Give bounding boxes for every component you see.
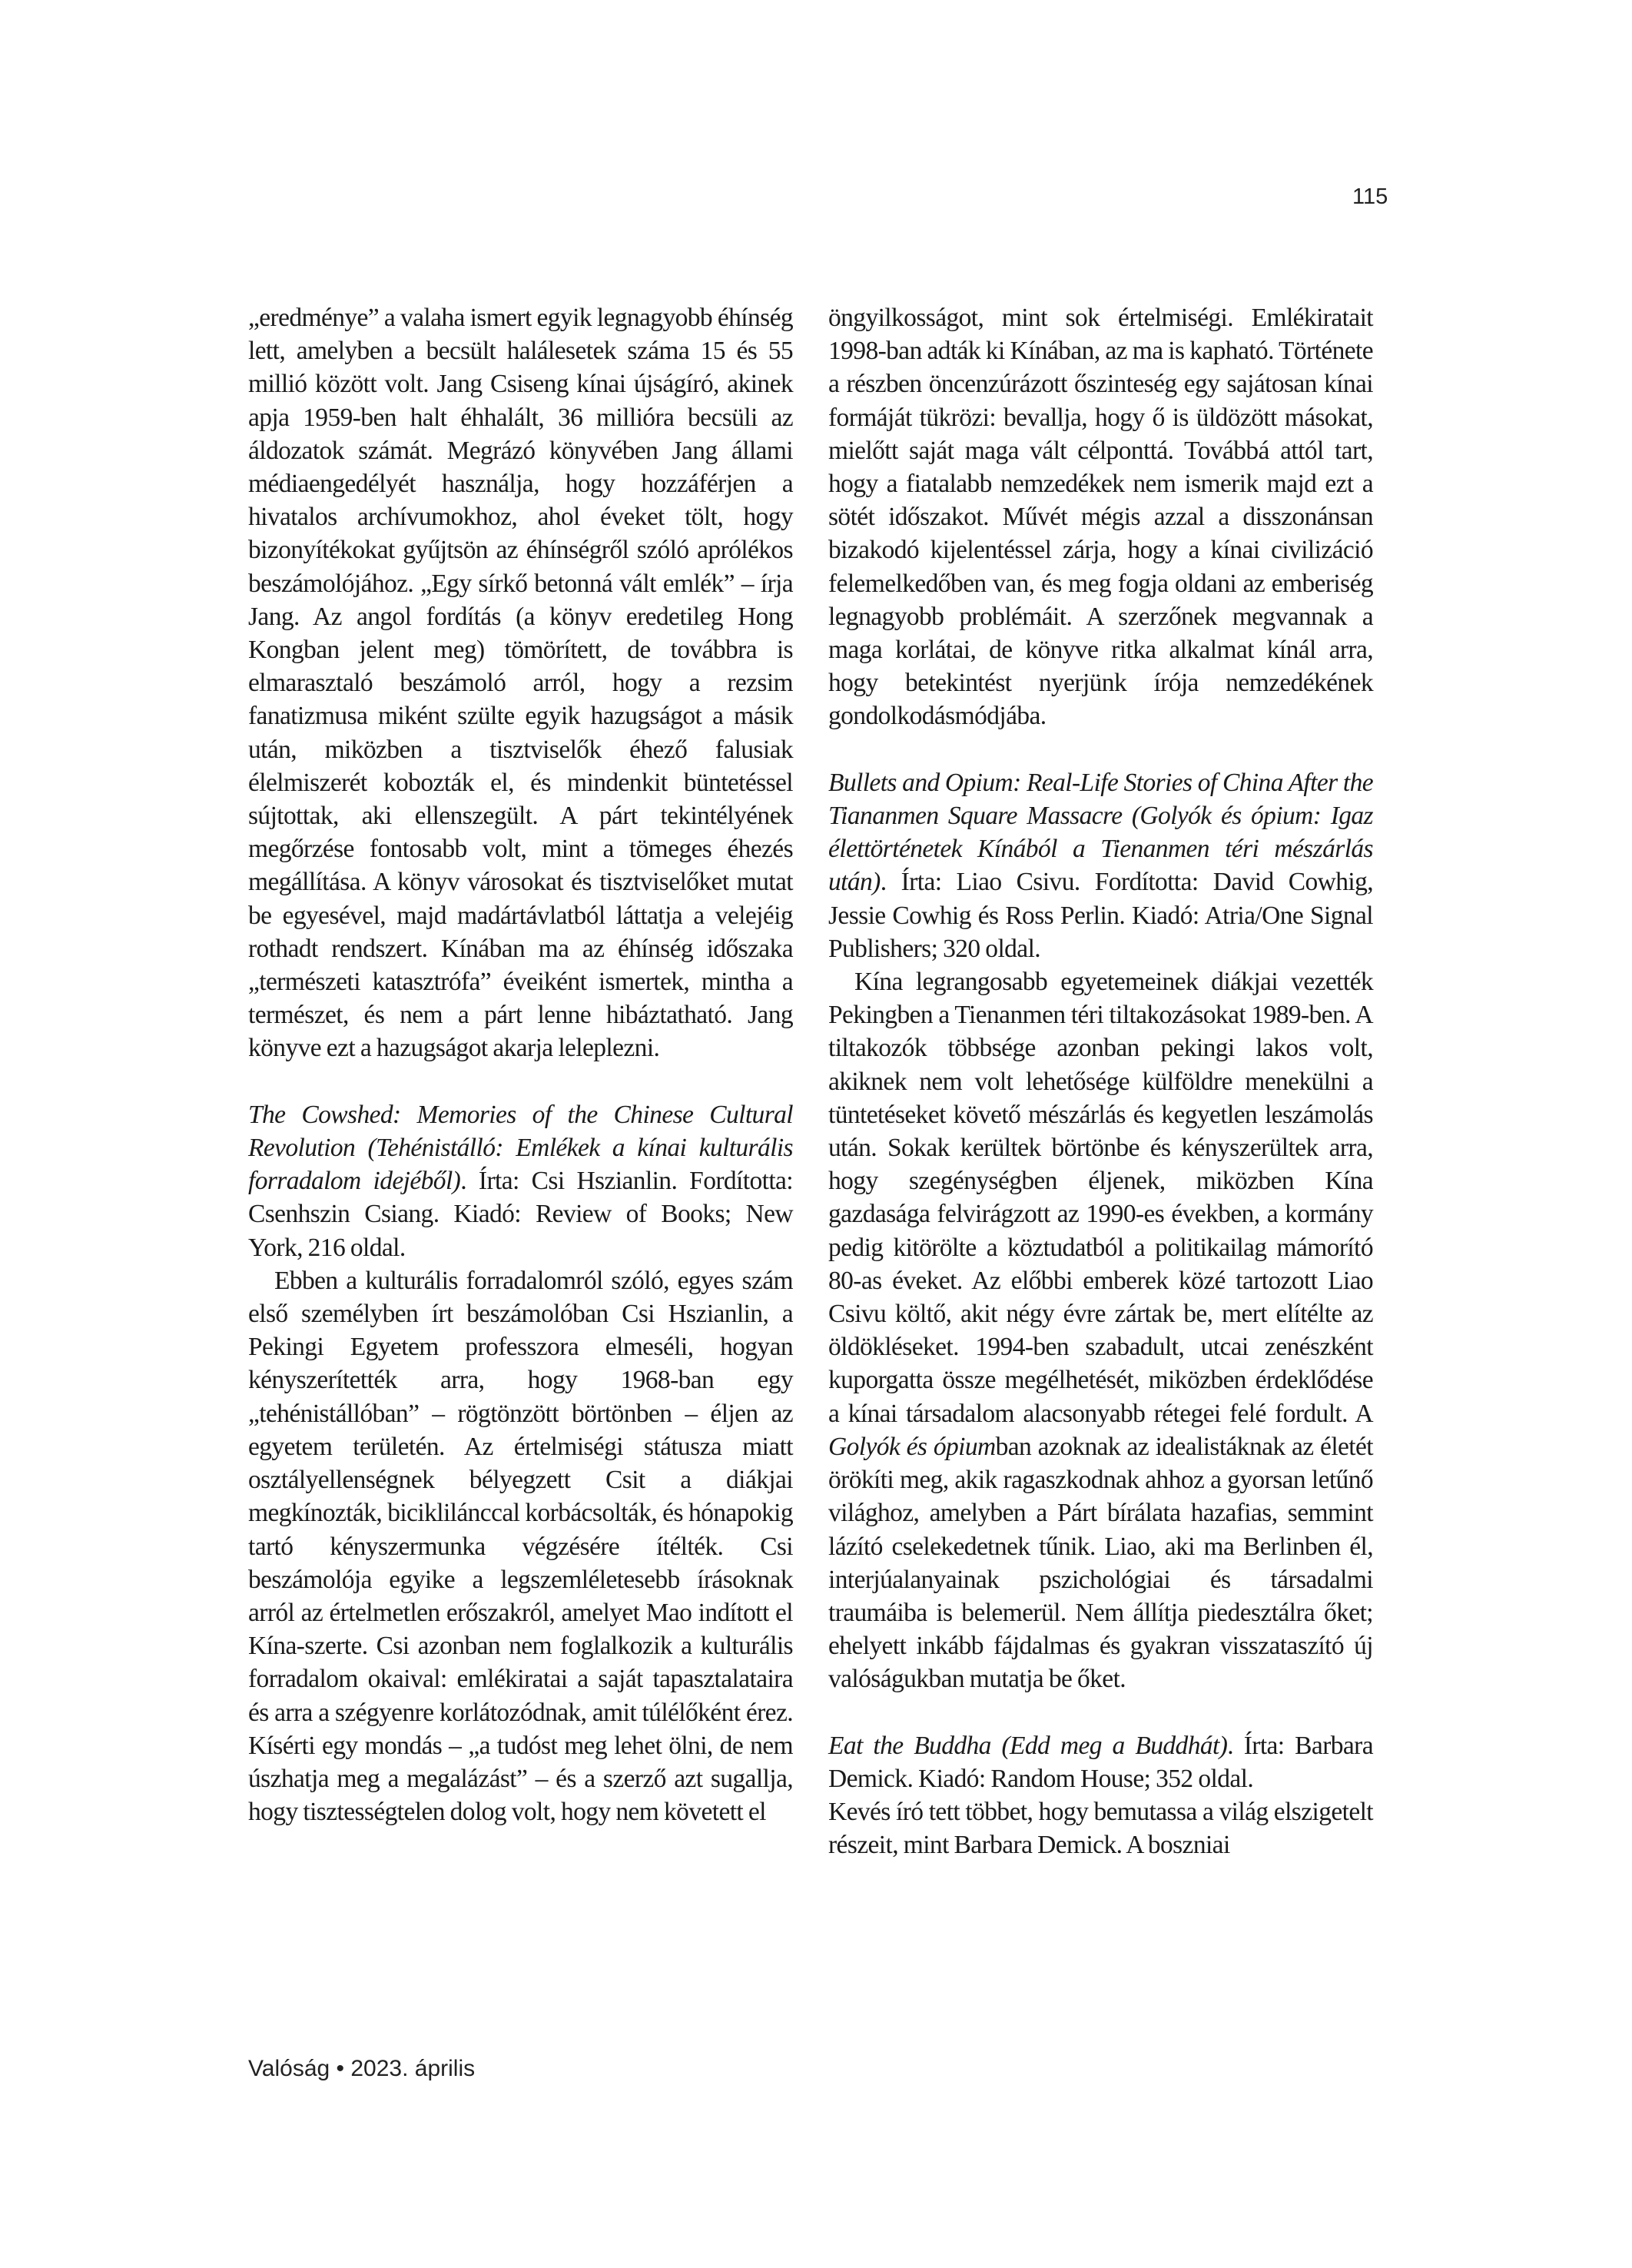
inline-book-title: Golyók és ópium: [828, 1432, 996, 1461]
book-title: Bullets and Opium: Real-Life Stories of China After the Tiananmen Square Massacre (Golyók és ópium: Igaz élettörténetek Kínából a Tienanmen téri mészárlás után): [828, 768, 1373, 897]
book-reference: [828, 766, 1373, 965]
book-details: . Írta: Barbara Demick. Kiadó: Random House; 352 oldal.: [828, 1731, 1373, 1793]
section-gap: [248, 1065, 793, 1098]
left-column: [248, 301, 793, 1828]
review-paragraph: öngyilkosságot, mint sok értelmiségi. Emlékiratait 1998-ban adták ki Kínában, az ma is kapható. Története a részben öncenzúrázott őszinteség egy sajátosan kínai formáját tükrözi: bevallja, hogy ő is üldözött másokat, mielőtt saját maga vált célponttá. Továbbá attól tart, hogy a fiatalabb nemzedékek nem ismerik majd ezt a sötét időszakot. Művét mégis azzal a disszonánsan bizakodó kijelentéssel zárja, hogy a kínai civilizáció felemelkedőben van, és meg fogja oldani az emberiség legnagyobb problémáit. A szerzőnek megvannak a maga korlátai, de könyve ritka alkalmat kínál arra, hogy betekintést nyerjünk írója nemzedékének gondolkodásmódjába.: [828, 304, 1373, 731]
section-gap: [828, 1696, 1373, 1729]
section-gap: [828, 733, 1373, 766]
book-title: The Cowshed: Memories of the Chinese Cultural Revolution (Tehénistálló: Emlékek a kínai kulturális forradalom idejéből): [248, 1100, 793, 1196]
book-reference: [828, 1729, 1373, 1795]
book-reference: [248, 1098, 793, 1264]
footer-journal-issue: Valóság • 2023. április: [248, 2056, 476, 2081]
book-details: . Írta: Liao Csivu. Fordította: David Cowhig, Jessie Cowhig és Ross Perlin. Kiadó: Atria/One Signal Publishers; 320 oldal.: [828, 868, 1373, 963]
review-paragraph: Kevés író tett többet, hogy bemutassa a világ elszigetelt részeit, mint Barbara Demick. A boszniai: [828, 1798, 1373, 1860]
right-column: [828, 301, 1373, 1862]
book-details: . Írta: Csi Hszianlin. Fordította: Csenhszin Csiang. Kiadó: Review of Books; New York, 216 oldal.: [248, 1167, 794, 1262]
page-number: 115: [1352, 184, 1388, 209]
book-title: Eat the Buddha (Edd meg a Buddhát): [828, 1731, 1228, 1760]
paragraph-text: ban azoknak az idealistáknak az életét örökíti meg, akik ragaszkodnak ahhoz a gyorsan letűnő világhoz, amelyben a Párt bírálata hazafias, semmint lázító cselekedetnek tűnik. Liao, aki ma Berlinben él, interjúalanyainak pszichológiai és társadalmi traumáiba is belemerül. Nem állítja piedesztálra őket; ehelyett inkább fájdalmas és gyakran visszataszító új valóságukban mutatja be őket.: [828, 1432, 1373, 1694]
review-paragraph: [828, 965, 1373, 1695]
review-paragraph: „eredménye” a valaha ismert egyik legnagyobb éhínség lett, amelyben a becsült halálesetek száma 15 és 55 millió között volt. Jang Csiseng kínai újságíró, akinek apja 1959-ben halt éhhalált, 36 millióra becsüli az áldozatok számát. Megrázó könyvében Jang állami médiaengedélyét használja, hogy hozzáférjen a hivatalos archívumokhoz, ahol éveket tölt, hogy bizonyítékokat gyűjtsön az éhínségről szóló aprólékos beszámolójához. „Egy sírkő betonná vált emlék” – írja Jang. Az angol fordítás (a könyv eredetileg Hong Kongban jelent meg) tömörített, de továbbra is elmarasztaló beszámoló arról, hogy a rezsim fanatizmusa miként szülte egyik hazugságot a másik után, miközben a tisztviselők éhező falusiak élelmiszerét kobozták el, és mindenkit büntetéssel sújtottak, aki ellenszegült. A párt tekintélyének megőrzése fontosabb volt, mint a tömeges éhezés megállítása. A könyv városokat és tisztviselőket mutat be egyesével, majd madártávlatból láttatja a velejéig rothadt rendszert. Kínában ma az éhínség időszaka „természeti katasztrófa” éveiként ismertek, mintha a természet, és nem a párt lenne hibáztatható. Jang könyve ezt a hazugságot akarja leleplezni.: [248, 304, 793, 1063]
review-paragraph: Ebben a kulturális forradalomról szóló, egyes szám első személyben írt beszámolóban Csi Hszianlin, a Pekingi Egyetem professzora elmeséli, hogyan kényszerítették arra, hogy 1968-ban egy „tehénistállóban” – rögtönzött börtönben – éljen az egyetem területén. Az értelmiségi státusza miatt osztályellenségnek bélyegzett Csit a diákjai megkínozták, biciklilánccal korbácsolták, és hónapokig tartó kényszermunka végzésére ítélték. Csi beszámolója egyike a legszemléletesebb írásoknak arról az értelmetlen erőszakról, amelyet Mao indított el Kína-szerte. Csi azonban nem foglalkozik a kulturális forradalom okaival: emlékiratai a saját tapasztalataira és arra a szégyenre korlátozódnak, amit túlélőként érez. Kísérti egy mondás – „a tudóst meg lehet ölni, de nem úszhatja meg a megalázást” – és a szerző azt sugallja, hogy tisztességtelen dolog volt, hogy nem követett el: [248, 1266, 793, 1827]
paragraph-text: Kína legrangosabb egyetemeinek diákjai vezették Pekingben a Tienanmen téri tiltakozásokat 1989-ben. A tiltakozók többsége azonban pekingi lakos volt, akiknek nem volt lehetősége külföldre menekülni a tüntetéseket követő mészárlás és kegyetlen leszámolás után. Sokak kerültek börtönbe és kényszerültek arra, hogy szegénységben éljenek, miközben Kína gazdasága felvirágzott az 1990-es években, a kormány pedig kitörölte a köztudatból a politikailag mámorító 80-as éveket. Az előbbi emberek közé tartozott Liao Csivu költő, akit négy évre zártak be, mert elítélte az öldökléseket. 1994-ben szabadult, utcai zenészként kuporgatta össze megélhetését, miközben érdeklődése a kínai társadalom alacsonyabb rétegei felé fordult. A: [828, 968, 1373, 1428]
